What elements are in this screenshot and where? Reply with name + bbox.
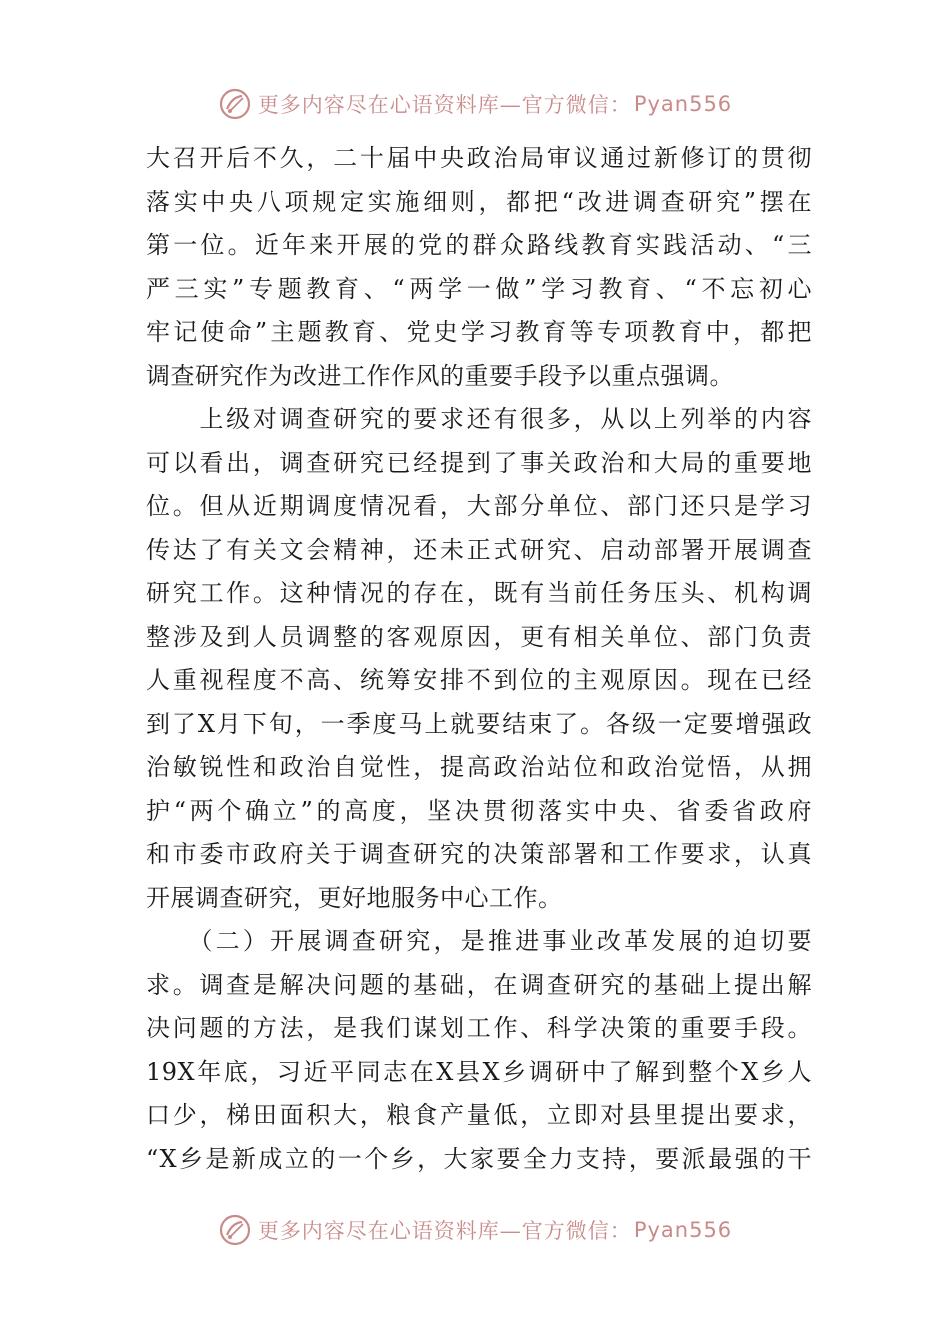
- text-line: “X乡是新成立的一个乡，大家要全力支持，要派最强的干: [146, 1144, 812, 1173]
- text-line: 研究工作。这种情况的存在，既有当前任务压头、机构调: [146, 579, 812, 607]
- watermark-text: 更多内容尽在心语资料库—官方微信：: [257, 93, 632, 117]
- text-line: 开展调查研究，更好地服务中心工作。: [146, 883, 563, 912]
- text-line: 调查研究作为改进工作作风的重要手段予以重点强调。: [146, 361, 734, 390]
- text-line: 位。但从近期调度情况看，大部分单位、部门还只是学习: [146, 492, 812, 520]
- text-line: 传达了有关文会精神，还未正式研究、启动部署开展调查: [146, 535, 812, 564]
- text-line: 可以看出，调查研究已经提到了事关政治和大局的重要地: [146, 448, 812, 477]
- text-line: 到了X月下旬，一季度马上就要结束了。各级一定要增强政: [146, 709, 812, 738]
- watermark-footer: [0, 1210, 950, 1250]
- text-line: 和市委市政府关于调查研究的决策部署和工作要求，认真: [146, 840, 812, 868]
- logo-icon: [218, 1213, 252, 1247]
- text-line: 严三实”专题教育、“两学一做”学习教育、“不忘初心: [146, 274, 812, 303]
- text-line: 上级对调查研究的要求还有很多，从以上列举的内容: [146, 405, 812, 433]
- text-line: 决问题的方法，是我们谋划工作、科学决策的重要手段。: [146, 1014, 812, 1042]
- text-line: 落实中央八项规定实施细则，都把“改进调查研究”摆在: [146, 187, 812, 216]
- text-line: 护“两个确立”的高度，坚决贯彻落实中央、省委省政府: [146, 796, 812, 825]
- text-line: 口少，梯田面积大，粮食产量低，立即对县里提出要求，: [146, 1101, 812, 1129]
- text-line: 大召开后不久，二十届中央政治局审议通过新修订的贯彻: [146, 144, 812, 172]
- text-line: 人重视程度不高、统筹安排不到位的主观原因。现在已经: [146, 666, 812, 694]
- watermark-id: Pyan556: [633, 92, 733, 116]
- document-body: [146, 137, 812, 1181]
- text-line: 牢记使命”主题教育、党史学习教育等专项教育中，都把: [146, 318, 812, 346]
- text-line: 19X年底，习近平同志在X县X乡调研中了解到整个X乡人: [146, 1057, 812, 1086]
- text-line: 整涉及到人员调整的客观原因，更有相关单位、部门负责: [146, 622, 812, 651]
- text-line: 求。调查是解决问题的基础，在调查研究的基础上提出解: [146, 970, 812, 999]
- watermark-header: [0, 84, 950, 124]
- watermark-id: Pyan556: [633, 1218, 733, 1242]
- text-line: 第一位。近年来开展的党的群众路线教育实践活动、“三: [146, 231, 812, 259]
- text-line: 治敏锐性和政治自觉性，提高政治站位和政治觉悟，从拥: [146, 753, 812, 781]
- logo-icon: [218, 87, 252, 121]
- text-line: （二）开展调查研究，是推进事业改革发展的迫切要: [146, 927, 812, 955]
- watermark-text: 更多内容尽在心语资料库—官方微信：: [257, 1219, 632, 1243]
